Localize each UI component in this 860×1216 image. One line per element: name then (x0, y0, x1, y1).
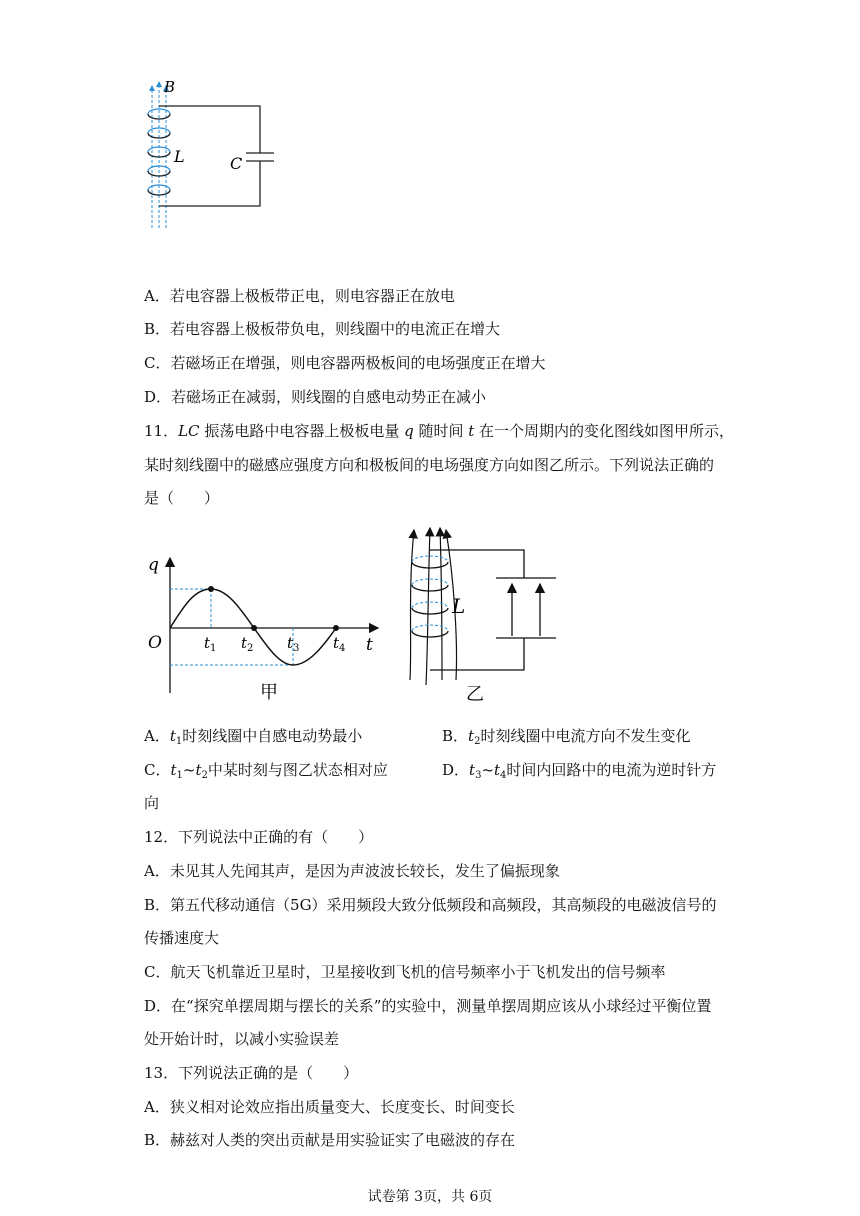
q11-option-c: C．$t_1\sim t_2$中某时刻与图乙状态相对应 (144, 761, 388, 781)
tick-t1: $t_1$ (204, 634, 217, 654)
q11-option-a: A．$t_1$时刻线圈中自感电动势最小 (144, 727, 363, 747)
xlabel-t: t (366, 635, 373, 655)
q12-option-d-line1: D．在“探究单摆周期与摆长的关系”的实验中，测量单摆周期应该从小球经过平衡位置 (144, 997, 712, 1015)
q12-option-b-line1: B．第五代移动通信（5G）采用频段大致分低频段和高频段，其高频段的电磁波信号的 (144, 896, 717, 914)
caption-jia: 甲 (260, 682, 278, 703)
tick-t3: $t_3$ (287, 634, 300, 654)
origin-label: O (148, 633, 162, 653)
q11-stem-line3: 是（ ） (144, 489, 220, 507)
caption-yi: 乙 (466, 684, 484, 705)
q12-stem: 12．下列说法中正确的有（ ） (144, 828, 374, 846)
q10-option-c: C．若磁场正在增强，则电容器两极板间的电场强度正在增大 (144, 354, 546, 372)
point-t4 (333, 625, 339, 631)
q10-option-b: B．若电容器上极板带负电，则线圈中的电流正在增大 (144, 320, 501, 338)
q13-stem: 13．下列说法正确的是（ ） (144, 1064, 359, 1082)
q11-stem-line2: 某时刻线圈中的磁感应强度方向和极板间的电场强度方向如图乙所示。下列说法正确的 (144, 456, 715, 474)
q12-option-b-line2: 传播速度大 (144, 929, 220, 947)
figure-jia-q-t-graph (140, 548, 390, 708)
q10-option-d: D．若磁场正在减弱，则线圈的自感电动势正在减小 (144, 388, 487, 406)
label-l: L (174, 147, 185, 166)
point-t1 (208, 586, 214, 592)
q10-option-a: A．若电容器上极板带正电，则电容器正在放电 (144, 287, 455, 305)
point-t2 (251, 625, 257, 631)
q12-option-c: C．航天飞机靠近卫星时，卫星接收到飞机的信号频率小于飞机发出的信号频率 (144, 963, 666, 981)
page-footer: 试卷第 3页，共 6页 (367, 1189, 493, 1205)
q11-option-d-wrap: 向 (144, 794, 160, 812)
figure-lc-circuit (140, 78, 280, 238)
tick-t4: $t_4$ (333, 634, 346, 654)
q11-stem-line1: 11．LC 振荡电路中电容器上极板电量 q 随时间 t 在一个周期内的变化图线如图甲所示， (144, 422, 735, 440)
label-l-yi: L (452, 594, 466, 618)
q13-option-b: B．赫兹对人类的突出贡献是用实验证实了电磁波的存在 (144, 1131, 516, 1149)
q13-option-a: A．狭义相对论效应指出质量变大、长度变长、时间变长 (144, 1098, 515, 1116)
ylabel-q: q (148, 555, 159, 575)
label-b: B (164, 78, 176, 96)
q11-option-b: B．$t_2$时刻线圈中电流方向不发生变化 (442, 727, 691, 747)
q12-option-a: A．未见其人先闻其声，是因为声波波长较长，发生了偏振现象 (144, 862, 560, 880)
q11-option-d: D．$t_3\sim t_4$时间内回路中的电流为逆时针方 (442, 761, 717, 781)
tick-t2: $t_2$ (241, 634, 254, 654)
q12-option-d-line2: 处开始计时，以减小实验误差 (144, 1030, 340, 1048)
label-c: C (230, 154, 243, 173)
figure-yi-circuit (398, 520, 568, 710)
